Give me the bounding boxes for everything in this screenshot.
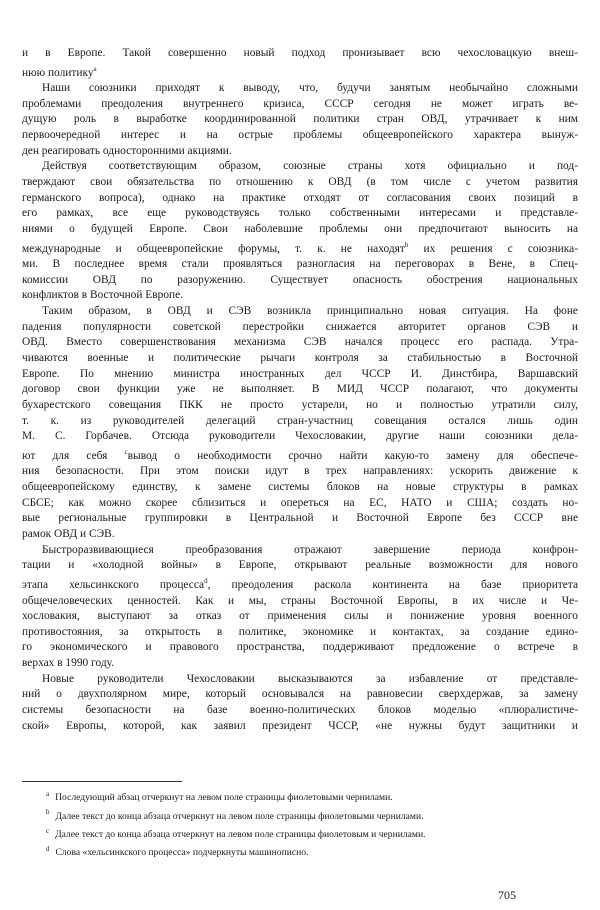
text-line [22, 719, 578, 735]
footnote-marker: d [204, 577, 208, 586]
text-line [22, 464, 578, 480]
text-line-content: конфликтов в Восточной Европе. [22, 289, 184, 302]
text-line-content: проблемами преодоления внутреннего кризиса, СССР сегодня не может играть ве- [22, 97, 578, 110]
footnote-text: Далее текст до конца абзаца отчеркнут на левом поле страницы фиолетовым и чернилами. [55, 828, 426, 840]
text-line [22, 175, 578, 191]
text-line-content: договор свои функции уже не выполняет. В МИД ЧССР полагают, что документы [22, 383, 578, 396]
text-line [22, 543, 578, 559]
text-line-continuation: , преодоления раскола континента на базе приоритета [207, 578, 578, 591]
body-text [22, 46, 578, 734]
text-line-content: Таким образом, в ОВД и СЭВ возникла принципиально новая ситуация. На фоне [42, 305, 578, 318]
footnote-mark: c [46, 826, 50, 835]
text-line-content: верхах в 1990 году. [22, 657, 115, 670]
text-line-content: комиссии ОВД по разоружению. Существует опасность обострения национальных [22, 273, 578, 286]
text-line [22, 527, 578, 543]
text-line-content: тверждают свои обязательства по отношению к ОВД (в том числе с учетом развития [22, 176, 578, 189]
text-line [22, 640, 578, 656]
text-line-content: Быстроразвивающиеся преобразования отражают завершение периода конфрон- [42, 543, 578, 556]
footnote [46, 842, 566, 860]
footnote-text: Далее текст до конца абзаца отчеркнут на левом поле страницы фиолетовыми чернилами. [55, 810, 424, 822]
footnote-marker: c [124, 448, 128, 456]
footnote-mark: b [46, 808, 50, 817]
text-line [22, 429, 578, 445]
footnote-marker: b [404, 240, 409, 249]
text-line-content: нюю политику [22, 66, 94, 79]
text-line-content: ОВД. Вместо совершенствования механизма СЭВ начался процесс его распада. Утра- [22, 336, 578, 349]
text-line [22, 288, 578, 304]
text-line-content: общеевропейскому единству, к замене системы блоков на новые структуры в рамках [22, 481, 578, 494]
page-number: 705 [498, 888, 516, 902]
text-line-content: общечеловеческих ценностей. Как и мы, страны Восточной Европы, в их числе и Че- [22, 594, 578, 607]
text-line-content: ской» Европы, которой, как заявил президент ЧССР, «не нужны будут защитники и [22, 719, 578, 732]
text-line-content: вые региональные группировки в Центральной и Восточной Европе без СССР вне [22, 512, 578, 525]
text-line-content: Наши союзники приходят к выводу, что, будучи занятым необычайно сложными [42, 82, 578, 95]
footnote-divider [22, 781, 182, 782]
text-line [22, 687, 578, 703]
footnote-text: Слова «хельсинкского процесса» подчеркнуты машинописно. [55, 847, 309, 859]
text-line [22, 320, 578, 336]
text-line [22, 382, 578, 398]
text-line [22, 62, 578, 81]
text-line-content: ют для себя [22, 449, 125, 462]
text-line [22, 656, 578, 672]
text-line-content: ми. В последнее время стали проявляться разногласия на переговорах в Вене, в Спец- [22, 258, 578, 271]
footnotes [46, 787, 566, 861]
text-line-content: бухарестского совещания ПКК не просто устарели, но и полностью утратили силу, [22, 399, 578, 412]
footnote [46, 787, 566, 805]
text-line-content: и в Европе. Такой совершенно новый подход пронизывает всю чехословацкую внеш- [22, 47, 578, 59]
text-line [22, 351, 578, 367]
text-line-content: противостояния, за открытость в политике, экономике и контактах, за создание едино- [22, 625, 578, 638]
text-line [22, 112, 578, 128]
text-line-content: т. к. из руководителей делегаций стран-участниц совещания остался лишь один [22, 414, 578, 427]
text-line [22, 97, 578, 113]
text-line [22, 398, 578, 414]
footnote [46, 824, 566, 842]
footnote-mark: a [46, 790, 50, 798]
text-line-content: Европе. По мнению министра иностранных дел ЧССР И. Динстбира, Варшавский [22, 367, 578, 380]
text-line-content: германского вопроса), однако на практике отходят от согласования своих позиций в [22, 191, 578, 204]
text-line-content: его рамках, все еще руководствуясь только собственными интересами и представле- [22, 207, 578, 220]
text-line [22, 625, 578, 641]
text-line-content: чиваются военные и политические рычаги контроля за стабильностью в Восточной [22, 352, 578, 365]
text-line [22, 609, 578, 625]
text-line [22, 46, 578, 62]
text-line-content: ний о двухполярном мире, который основывался на равновесии сверхдержав, за замену [22, 688, 578, 701]
text-line [22, 191, 578, 207]
text-line [22, 367, 578, 383]
text-line [22, 672, 578, 688]
text-line [22, 335, 578, 351]
text-line-content: рамок ОВД и СЭВ. [22, 528, 115, 541]
text-line-content: ниями о будущей Европе. Свои наболевшие проблемы они предпочитают выносить на [22, 223, 578, 236]
text-line-content: хословакия, выступают за отказ от применения силы и понижение уровня военного [22, 610, 578, 623]
text-line-content: ния безопасности. При этом поиски идут в трех направлениях: ускорить движение к [22, 465, 578, 478]
text-line-content: первоочередной интерес и на острые проблемы общеевропейского характера вынуж- [22, 129, 578, 142]
text-line-content: СБСЕ; как можно скорее сблизиться и опереться на ЕС, НАТО и США; создать но- [22, 496, 578, 509]
text-line [22, 445, 578, 464]
footnote-text: Последующий абзац отчеркнут на левом поле страницы фиолетовыми чернилами. [55, 792, 393, 804]
text-line [22, 558, 578, 574]
text-line-content: М. С. Горбачев. Отсюда руководители Чехословакии, другие наши союзники дела- [22, 430, 578, 443]
text-line [22, 257, 578, 273]
text-line [22, 304, 578, 320]
text-line [22, 574, 578, 593]
text-line-content: Новые руководители Чехословакии высказываются за избавление от представле- [42, 672, 578, 685]
text-line-continuation: вывод о необходимости срочно найти какую-то замену для обеспече- [127, 449, 578, 462]
text-line [22, 159, 578, 175]
text-line [22, 128, 578, 144]
footnote-mark: d [46, 845, 50, 854]
text-line [22, 496, 578, 512]
text-line-content: дущую роль в выработке координированной политики стран ОВД, утрачивает к ним [22, 113, 578, 126]
text-line [22, 273, 578, 289]
text-line [22, 144, 578, 160]
text-line-continuation: их решения с союзника- [408, 242, 578, 255]
text-line [22, 81, 578, 97]
text-line-content: международные и общеевропейские форумы, т. к. не находят [22, 242, 405, 255]
text-line [22, 480, 578, 496]
text-line [22, 594, 578, 610]
text-line [22, 206, 578, 222]
text-line-content: этапа хельсинкского процесса [22, 578, 205, 591]
text-line [22, 414, 578, 430]
text-line-content: тации и «холодной войны» в Европе, открывают реальные возможности для нового [22, 559, 578, 572]
text-line [22, 222, 578, 238]
footnote-marker: а [93, 64, 97, 73]
text-line-content: ден реагировать односторонними акциями. [22, 144, 232, 157]
text-line-content: Действуя соответствующим образом, союзные страны хотя официально и под- [42, 160, 578, 173]
text-line [22, 238, 578, 257]
text-line-content: системы безопасности на базе военно-политических блоков моделью «плюралистиче- [22, 704, 578, 717]
footnote [46, 805, 566, 823]
text-line-content: падения популярности советской перестройки снижается авторитет органов СЭВ и [22, 320, 578, 333]
text-line-content: го экономического и правового пространства, поддерживают предложение о встрече в [22, 641, 578, 654]
text-line [22, 511, 578, 527]
text-line [22, 703, 578, 719]
